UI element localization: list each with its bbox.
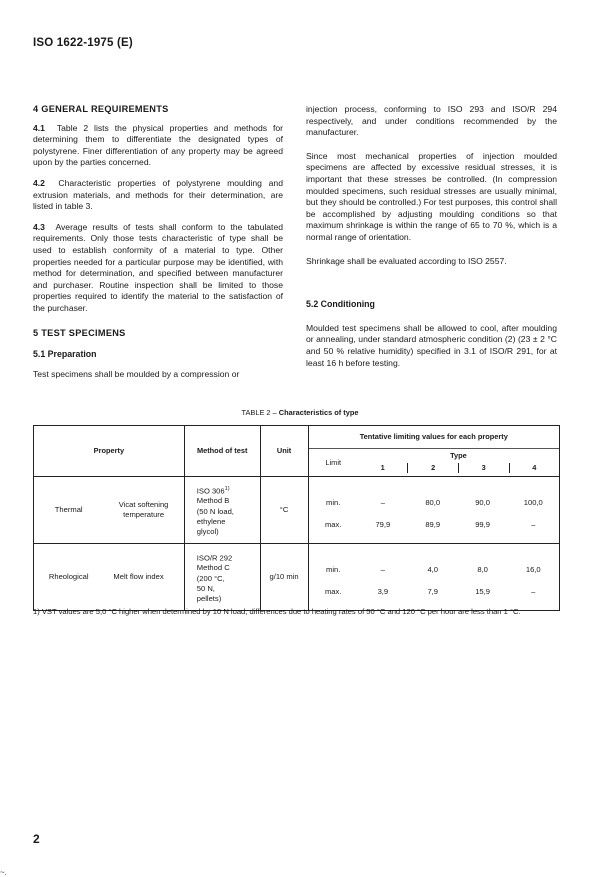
property-name: Thermal (34, 477, 104, 544)
unit-cell: g/10 min (260, 544, 308, 611)
type-number: 4 (509, 463, 560, 473)
method-cell (184, 477, 260, 544)
value-cell: 100,0 (508, 477, 560, 514)
value-cell: 16,0 (508, 544, 560, 581)
value-cell: 8,0 (477, 564, 488, 574)
header-property: Property (34, 426, 185, 477)
table-caption-title: Characteristics of type (278, 408, 359, 417)
property-name: Rheological (34, 544, 104, 611)
para-r3: Shrinkage shall be evaluated according to ISO 2557. (306, 255, 507, 266)
value-cell: 7,9 (427, 586, 438, 596)
property-sub: Melt flow index (103, 544, 184, 611)
value-cell: 3,9 (377, 586, 389, 596)
para-4-1-text: Table 2 lists the physical properties and methods for determining them to differentiate the designated types of polystyrene. Finer differentiation of any property may be agreed upon by the parties concerned. (33, 122, 284, 168)
table-row (34, 544, 560, 581)
para-4-1-number: 4.1 (33, 122, 45, 133)
table-row (34, 477, 560, 514)
table-caption (0, 408, 600, 417)
type-number: 1 (380, 463, 385, 473)
method-line: (200 °C, (196, 573, 225, 583)
method-line: glycol) (196, 526, 219, 536)
section-5-2-title: 5.2 Conditioning (306, 299, 375, 310)
type-number: 2 (407, 463, 458, 473)
header-method: Method of test (184, 426, 260, 477)
scan-mark: ~. (0, 868, 7, 877)
unit-cell: °C (260, 477, 308, 544)
method-line: pellets) (196, 593, 222, 603)
method-standard: ISO/R 292 (196, 553, 233, 563)
characteristics-table (33, 425, 560, 611)
para-r2: Since most mechanical properties of injection moulded specimens are affected by excessive residual stresses, it is important that these stresses be controlled. (In compression moulded specimens, such residual stresses are usually minimal, but they should be controlled.) For test purposes, this control shall be accomplished by adjusting moulding conditions so that maximum shrinkage is within the range of 65 to 70 %, which is a normal range of orientation. (306, 150, 557, 242)
method-line: (50 N load, (196, 506, 234, 516)
table-caption-prefix: TABLE 2 – (241, 408, 277, 417)
value-cell: 90,0 (475, 497, 490, 507)
limit-max: max. (324, 519, 342, 529)
value-cell: 4,0 (427, 564, 438, 574)
method-line: 50 N, (196, 583, 215, 593)
para-5-1: Test specimens shall be moulded by a compression or (33, 368, 240, 379)
value-cell: 15,9 (475, 586, 490, 596)
limit-max: max. (324, 586, 342, 596)
value-cell: 80,0 (425, 497, 441, 507)
right-column (306, 104, 557, 369)
para-4-2-text: Characteristic properties of polystyrene moulding and extrusion materials, and methods for their determination, are listed in table 3. (33, 177, 283, 212)
para-5-2: Moulded test specimens shall be allowed to cool, after moulding or annealing, under standard atmospheric condition (2) (23 ± 2 °C and 50 % relative humidity) specified in 3.1 of ISO/R 291, for at least 16 h before testing. (306, 322, 557, 368)
method-line: ethylene (196, 516, 226, 526)
method-standard: ISO 306 (196, 486, 225, 496)
limit-min: min. (326, 497, 341, 507)
limit-min: min. (326, 564, 341, 574)
document-header: ISO 1622-1975 (E) (33, 37, 133, 49)
value-cell: – (508, 514, 560, 544)
value-cell: – (380, 497, 385, 507)
para-4-2-number: 4.2 (33, 177, 45, 188)
section-4-title: 4 GENERAL REQUIREMENTS (33, 104, 169, 114)
para-4-2 (33, 178, 283, 213)
value-cell: 99,9 (475, 519, 490, 529)
method-line: Method C (196, 563, 230, 573)
value-cell: – (380, 564, 385, 574)
value-cell: – (508, 581, 560, 611)
type-number: 3 (458, 463, 509, 473)
property-sub: Vicat softening temperature (103, 477, 184, 544)
method-footnote-ref: 1) (224, 485, 230, 492)
left-column (33, 104, 283, 380)
para-r1: injection process, conforming to ISO 293 and ISO/R 294 respectively, and under conditions recommended by the manufacturer. (306, 104, 557, 138)
method-cell (184, 544, 260, 611)
para-4-3-number: 4.3 (33, 221, 45, 232)
section-5-title: 5 TEST SPECIMENS (33, 327, 126, 338)
para-4-3 (33, 222, 283, 315)
table-footnote: 1) VST values are 5,0 °C higher when determined by 10 N load; differences due to heating rates of 50 °C and 120 °C per hour are less than 1 °C. (33, 607, 521, 616)
header-unit: Unit (260, 426, 308, 477)
section-5-1-title: 5.1 Preparation (33, 349, 97, 360)
para-4-3-text: Average results of tests shall conform to the tabulated requirements. Only those tests characteristic of type shall be used to establish conformity of a material to type. Other properties needed for a particular purpose may be identified, with method for determination, and specified between manufacturer and purchaser. Routine inspection shall be limited to those properties required to identify the material to the satisfaction of the purchaser. (33, 221, 283, 313)
value-cell: 89,9 (425, 519, 441, 529)
para-4-1 (33, 123, 283, 169)
header-limit: Limit (308, 449, 358, 477)
header-type: Type (450, 451, 467, 460)
header-type-group (358, 449, 560, 477)
header-tentative: Tentative limiting values for each property (308, 426, 559, 449)
page-number: 2 (33, 832, 40, 846)
method-line: Method B (196, 496, 230, 506)
value-cell: 79,9 (375, 519, 391, 529)
type-numbers (358, 461, 559, 476)
